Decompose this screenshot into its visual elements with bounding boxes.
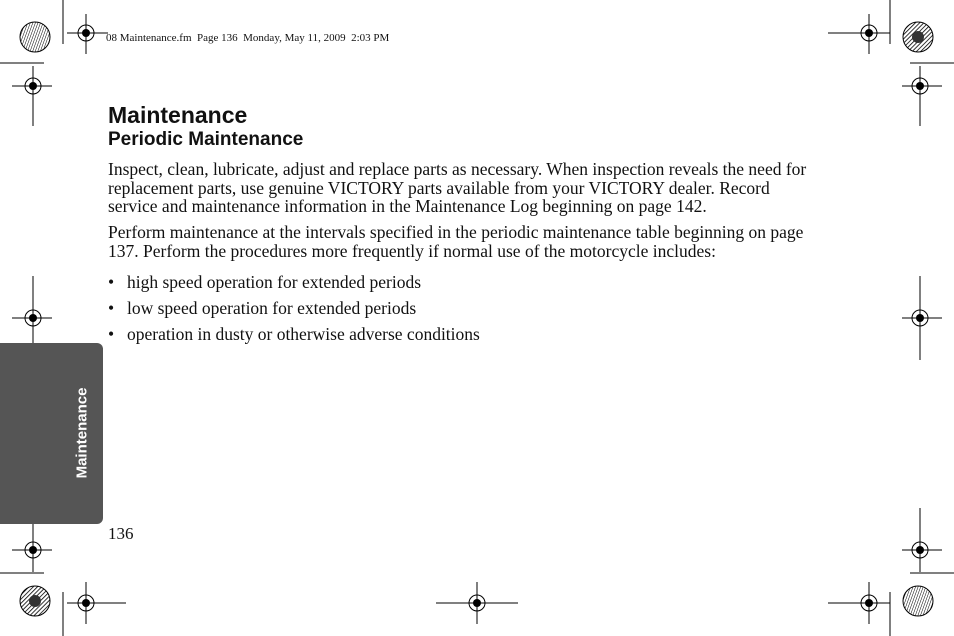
page-number: 136 <box>108 524 134 543</box>
list-item-text: high speed operation for extended periods <box>127 271 422 292</box>
registration-mark <box>828 582 890 624</box>
bullet-icon: • <box>108 271 115 292</box>
bullet-icon: • <box>108 297 115 318</box>
bullet-icon: • <box>108 323 115 344</box>
registration-mark <box>902 508 942 572</box>
list-item <box>108 295 820 321</box>
body-paragraph: Inspect, clean, lubricate, adjust and replace parts as necessary. When inspection reveals the need for replacement parts, use genuine VICTORY parts available from your VICTORY dealer. Record service and maintenance information in the Maintenance Log beginning on page 142. <box>108 159 807 217</box>
corner-target <box>903 22 933 52</box>
registration-mark <box>828 14 890 54</box>
file-info-header: 08 Maintenance.fm Page 136 Monday, May 11, 2009 2:03 PM <box>106 32 390 44</box>
list-item <box>108 269 820 295</box>
conditions-list <box>108 269 820 347</box>
corner-target <box>20 22 50 52</box>
registration-mark <box>12 66 52 126</box>
list-item-text: low speed operation for extended periods <box>127 297 417 318</box>
list-item-text: operation in dusty or otherwise adverse conditions <box>127 323 480 344</box>
page-title: Maintenance <box>108 102 248 128</box>
registration-mark <box>902 66 942 126</box>
list-item <box>108 321 820 347</box>
registration-mark <box>67 582 126 624</box>
section-subtitle: Periodic Maintenance <box>108 129 304 150</box>
corner-target <box>20 586 50 616</box>
side-tab-label: Maintenance <box>73 387 91 479</box>
corner-target <box>903 586 933 616</box>
body-paragraph: Perform maintenance at the intervals specified in the periodic maintenance table beginning on page 137. Perform the procedures more frequently if normal use of the motorcycle includes: <box>108 222 804 261</box>
main-content <box>108 101 820 347</box>
